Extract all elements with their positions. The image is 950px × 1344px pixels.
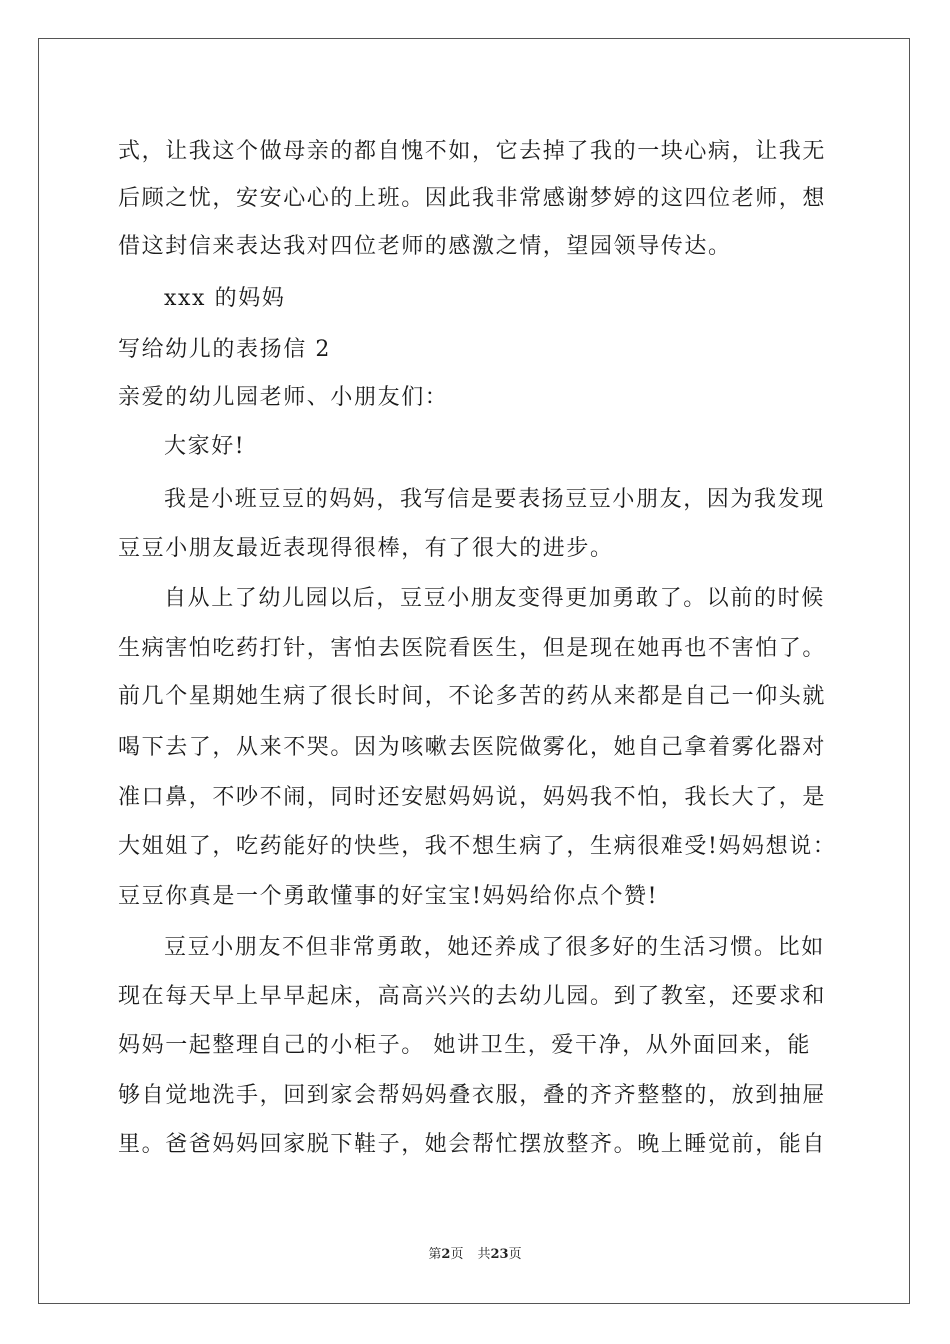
greeting: 大家好! <box>164 434 246 459</box>
page-footer <box>0 1246 950 1264</box>
paragraph-line: 喝下去了，从来不哭。因为咳嗽去医院做雾化，她自己拿着雾化器对 <box>118 735 827 760</box>
paragraph-line: 准口鼻，不吵不闹，同时还安慰妈妈说，妈妈我不怕，我长大了，是 <box>118 785 827 810</box>
paragraph-line: 自从上了幼儿园以后，豆豆小朋友变得更加勇敢了。以前的时候 <box>164 586 825 611</box>
paragraph-line: 豆豆小朋友最近表现得很棒，有了很大的进步。 <box>118 536 614 561</box>
page-prefix: 第 <box>428 1247 442 1262</box>
paragraph-line: 前几个星期她生病了很长时间，不论多苦的药从来都是自己一仰头就 <box>118 684 827 709</box>
paragraph-line: 生病害怕吃药打针，害怕去医院看医生，但是现在她再也不害怕了。 <box>118 636 827 661</box>
total-prefix: 共 <box>477 1247 491 1262</box>
paragraph-line: 大姐姐了，吃药能好的快些，我不想生病了，生病很难受!妈妈想说： <box>118 834 837 859</box>
signature-line: xxx 的妈妈 <box>164 286 286 311</box>
total-page-number: 23 <box>490 1247 509 1262</box>
salutation: 亲爱的幼儿园老师、小朋友们： <box>118 385 449 410</box>
paragraph-line: 式，让我这个做母亲的都自愧不如，它去掉了我的一块心病，让我无 <box>118 139 827 164</box>
paragraph-line: 后顾之忧，安安心心的上班。因此我非常感谢梦婷的这四位老师，想 <box>118 186 827 211</box>
paragraph-line: 借这封信来表达我对四位老师的感激之情，望园领导传达。 <box>118 234 732 259</box>
current-page-number: 2 <box>441 1247 451 1262</box>
section-heading: 写给幼儿的表扬信 2 <box>118 337 331 362</box>
paragraph-line: 妈妈一起整理自己的小柜子。 她讲卫生，爱干净，从外面回来，能 <box>118 1033 811 1058</box>
paragraph-line: 里。爸爸妈妈回家脱下鞋子，她会帮忙摆放整齐。晚上睡觉前，能自 <box>118 1132 827 1157</box>
paragraph-line: 豆豆小朋友不但非常勇敢，她还养成了很多好的生活习惯。比如 <box>164 935 825 960</box>
page-suffix: 页 <box>450 1247 464 1262</box>
paragraph-line: 现在每天早上早早起床，高高兴兴的去幼儿园。到了教室，还要求和 <box>118 984 827 1009</box>
page-border <box>38 38 910 1304</box>
total-suffix: 页 <box>508 1247 522 1262</box>
paragraph-line: 我是小班豆豆的妈妈，我写信是要表扬豆豆小朋友，因为我发现 <box>164 487 825 512</box>
paragraph-line: 豆豆你真是一个勇敢懂事的好宝宝!妈妈给你点个赞! <box>118 884 659 909</box>
paragraph-line: 够自觉地洗手，回到家会帮妈妈叠衣服，叠的齐齐整整的，放到抽屉 <box>118 1083 827 1108</box>
